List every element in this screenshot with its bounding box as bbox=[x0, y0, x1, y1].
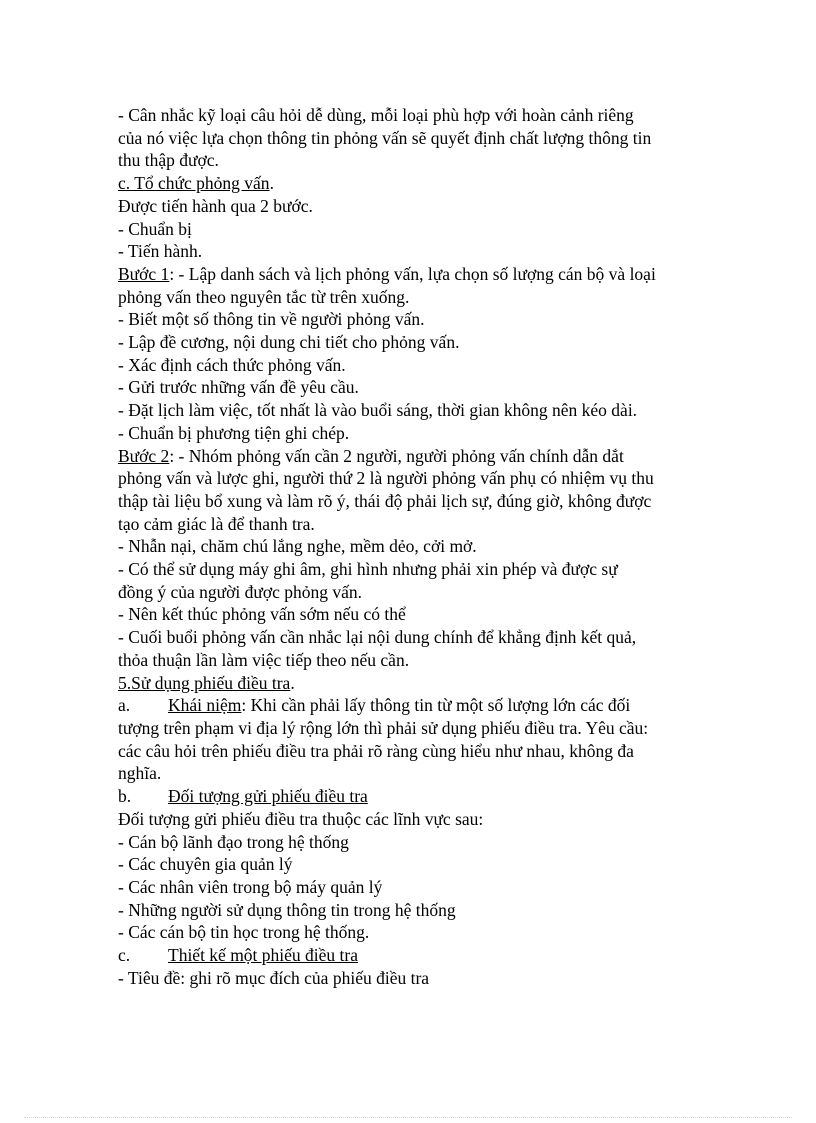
text-line bbox=[118, 967, 708, 990]
underlined-heading: Bước 2 bbox=[118, 445, 170, 466]
text-line bbox=[118, 399, 708, 422]
line-text: Được tiến hành qua 2 bước. bbox=[118, 195, 313, 216]
line-text: - Cán bộ lãnh đạo trong hệ thống bbox=[118, 831, 349, 852]
line-text: - Cuối buổi phỏng vấn cần nhắc lại nội dung chính để khẳng định kết quả, bbox=[118, 627, 637, 648]
line-text: thu thập được. bbox=[118, 150, 219, 171]
page-bottom-rule bbox=[24, 1117, 792, 1118]
line-text: - Chuẩn bị phương tiện ghi chép. bbox=[118, 422, 350, 443]
line-text: : - Nhóm phỏng vấn cần 2 người, người phỏng vấn chính dẫn dắt bbox=[169, 445, 624, 466]
line-text: - Tiêu đề: ghi rõ mục đích của phiếu điều tra bbox=[118, 967, 430, 988]
line-text: - Nên kết thúc phỏng vấn sớm nếu có thể bbox=[118, 604, 406, 625]
line-text: các câu hỏi trên phiếu điều tra phải rõ ràng cùng hiểu như nhau, không đa bbox=[118, 740, 634, 761]
text-line bbox=[118, 581, 708, 604]
text-line bbox=[118, 218, 708, 241]
line-text: - Chuẩn bị bbox=[118, 218, 192, 239]
line-text: tạo cảm giác là để thanh tra. bbox=[118, 513, 315, 534]
text-line bbox=[118, 104, 708, 127]
text-line bbox=[118, 535, 708, 558]
text-line bbox=[118, 240, 708, 263]
text-line bbox=[118, 149, 708, 172]
text-line bbox=[118, 717, 708, 740]
line-text: tượng trên phạm vi địa lý rộng lớn thì phải sử dụng phiếu điều tra. Yêu cầu: bbox=[118, 717, 649, 738]
line-text: - Các cán bộ tin học trong hệ thống. bbox=[118, 922, 370, 943]
line-text: - Các nhân viên trong bộ máy quản lý bbox=[118, 876, 383, 897]
text-line bbox=[118, 649, 708, 672]
list-label: c. bbox=[118, 945, 131, 966]
text-line bbox=[118, 921, 708, 944]
line-text: nghĩa. bbox=[118, 763, 162, 784]
document-body bbox=[118, 104, 708, 989]
text-line bbox=[118, 376, 708, 399]
line-text: - Có thể sử dụng máy ghi âm, ghi hình nhưng phải xin phép và được sự bbox=[118, 559, 618, 580]
line-text: . bbox=[269, 173, 274, 194]
line-text: - Nhẫn nại, chăm chú lắng nghe, mềm dẻo, cởi mở. bbox=[118, 536, 477, 557]
text-line bbox=[118, 331, 708, 354]
text-line bbox=[118, 672, 708, 695]
text-line bbox=[118, 785, 708, 808]
text-line bbox=[118, 445, 708, 468]
line-text: của nó việc lựa chọn thông tin phỏng vấn sẽ quyết định chất lượng thông tin bbox=[118, 127, 652, 148]
line-text: - Các chuyên gia quản lý bbox=[118, 854, 293, 875]
line-text: phỏng vấn và lược ghi, người thứ 2 là người phỏng vấn phụ có nhiệm vụ thu bbox=[118, 468, 654, 489]
text-line bbox=[118, 876, 708, 899]
line-text: : - Lập danh sách và lịch phỏng vấn, lựa chọn số lượng cán bộ và loại bbox=[169, 263, 656, 284]
text-line bbox=[118, 172, 708, 195]
text-line bbox=[118, 354, 708, 377]
text-line bbox=[118, 308, 708, 331]
line-text: đồng ý của người được phỏng vấn. bbox=[118, 581, 363, 602]
line-text: - Xác định cách thức phỏng vấn. bbox=[118, 354, 346, 375]
line-text: - Tiến hành. bbox=[118, 241, 203, 262]
underlined-heading: Bước 1 bbox=[118, 263, 170, 284]
text-line bbox=[118, 831, 708, 854]
text-line bbox=[118, 762, 708, 785]
line-text: phỏng vấn theo nguyên tắc từ trên xuống. bbox=[118, 286, 410, 307]
underlined-heading: 5.Sử dụng phiếu điều tra bbox=[118, 672, 291, 693]
line-text: thỏa thuận lần làm việc tiếp theo nếu cần. bbox=[118, 649, 410, 670]
text-line bbox=[118, 694, 708, 717]
text-line bbox=[118, 422, 708, 445]
line-text: - Gửi trước những vấn đề yêu cầu. bbox=[118, 377, 359, 398]
line-text: thập tài liệu bổ xung và làm rõ ý, thái độ phải lịch sự, đúng giờ, không được bbox=[118, 490, 652, 511]
text-line bbox=[118, 513, 708, 536]
text-line bbox=[118, 740, 708, 763]
underlined-heading: Khái niệm bbox=[168, 695, 242, 716]
text-line bbox=[118, 944, 708, 967]
text-line bbox=[118, 286, 708, 309]
text-line bbox=[118, 467, 708, 490]
list-label: b. bbox=[118, 786, 132, 807]
underlined-heading: Đối tượng gửi phiếu điều tra bbox=[168, 786, 368, 807]
line-text: - Biết một số thông tin về người phỏng vấn. bbox=[118, 309, 425, 330]
list-label: a. bbox=[118, 695, 131, 716]
text-line bbox=[118, 808, 708, 831]
text-line bbox=[118, 899, 708, 922]
line-text: : Khi cần phải lấy thông tin từ một số lượng lớn các đối bbox=[241, 695, 631, 716]
text-line bbox=[118, 263, 708, 286]
line-text: Đối tượng gửi phiếu điều tra thuộc các lĩnh vực sau: bbox=[118, 808, 484, 829]
text-line bbox=[118, 490, 708, 513]
line-text: - Những người sử dụng thông tin trong hệ thống bbox=[118, 899, 456, 920]
text-line bbox=[118, 603, 708, 626]
line-text: . bbox=[290, 672, 295, 693]
text-line bbox=[118, 195, 708, 218]
text-line bbox=[118, 558, 708, 581]
underlined-heading: c. Tổ chức phỏng vấn bbox=[118, 173, 270, 194]
line-text: - Đặt lịch làm việc, tốt nhất là vào buổi sáng, thời gian không nên kéo dài. bbox=[118, 400, 638, 421]
text-line bbox=[118, 853, 708, 876]
text-line bbox=[118, 626, 708, 649]
text-line bbox=[118, 127, 708, 150]
underlined-heading: Thiết kế một phiếu điều tra bbox=[168, 945, 359, 966]
line-text: - Lập đề cương, nội dung chi tiết cho phỏng vấn. bbox=[118, 332, 460, 353]
line-text: - Cân nhắc kỹ loại câu hỏi dễ dùng, mỗi loại phù hợp với hoàn cảnh riêng bbox=[118, 105, 634, 125]
